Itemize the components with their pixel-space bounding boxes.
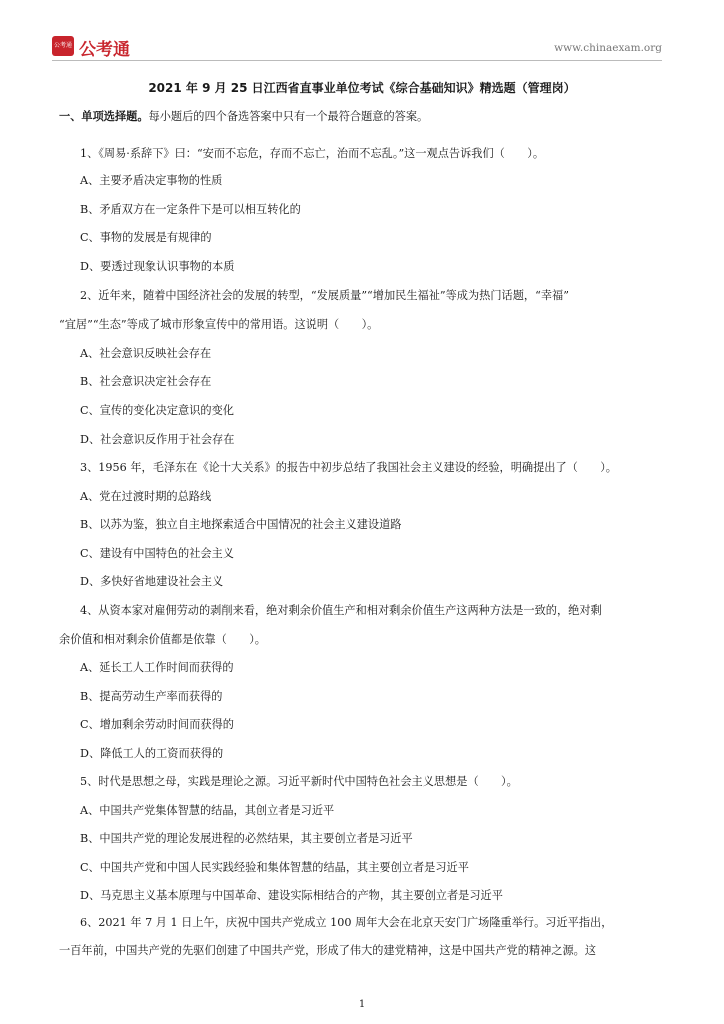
question-5-option-a: A、中国共产党集体智慧的结晶，其创立者是习近平 [80,804,335,817]
question-4-stem-line: 余价值和相对剩余价值都是依靠（ ）。 [59,633,266,646]
question-1-option-b: B、矛盾双方在一定条件下是可以相互转化的 [80,203,301,216]
page-header [52,36,662,58]
question-2-stem-line: “宜居”“生态”等成了城市形象宣传中的常用语。这说明（ ）。 [59,318,379,331]
question-5-option-d: D、马克思主义基本原理与中国革命、建设实际相结合的产物，其主要创立者是习近平 [80,889,503,902]
header-rule [52,60,662,61]
question-2-option-b: B、社会意识决定社会存在 [80,375,212,388]
question-4-option-a: A、延长工人工作时间而获得的 [80,661,234,674]
question-5-stem-line: 5、时代是思想之母，实践是理论之源。习近平新时代中国特色社会主义思想是（ ）。 [80,775,518,788]
question-4-option-c: C、增加剩余劳动时间而获得的 [80,718,234,731]
question-3-option-b: B、以苏为鉴，独立自主地探索适合中国情况的社会主义建设道路 [80,518,402,531]
section-instruction: 每小题后的四个备选答案中只有一个最符合题意的答案。 [148,110,429,123]
question-3-stem-line: 3、1956 年，毛泽东在《论十大关系》的报告中初步总结了我国社会主义建设的经验，明确提出了（ ）。 [80,461,617,474]
site-url: www.chinaexam.org [554,42,662,54]
question-1-option-d: D、要透过现象认识事物的本质 [80,260,235,273]
question-3-option-c: C、建设有中国特色的社会主义 [80,547,234,560]
question-6-stem-line: 6、2021 年 7 月 1 日上午，庆祝中国共产党成立 100 周年大会在北京天安门广场隆重举行。习近平指出， [80,916,613,929]
question-5-option-c: C、中国共产党和中国人民实践经验和集体智慧的结晶，其主要创立者是习近平 [80,861,469,874]
question-2-option-c: C、宣传的变化决定意识的变化 [80,404,234,417]
question-6-stem-line: 一百年前，中国共产党的先驱们创建了中国共产党，形成了伟大的建党精神，这是中国共产党的精神之源。这 [59,944,597,957]
question-1-stem-line: 1、《周易·系辞下》曰：“安而不忘危，存而不忘亡，治而不忘乱。”这一观点告诉我们（ ）。 [80,147,545,160]
logo-text: 公考通 [79,40,130,60]
question-4-stem-line: 4、从资本家对雇佣劳动的剥削来看，绝对剩余价值生产和相对剩余价值生产这两种方法是一致的，绝对剩 [80,604,602,617]
question-2-option-d: D、社会意识反作用于社会存在 [80,433,235,446]
section-heading-line [59,108,428,124]
question-3-option-a: A、党在过渡时期的总路线 [80,490,212,503]
question-4-option-d: D、降低工人的工资而获得的 [80,747,224,760]
question-2-option-a: A、社会意识反映社会存在 [80,347,212,360]
question-1-option-c: C、事物的发展是有规律的 [80,231,212,244]
question-2-stem-line: 2、近年来，随着中国经济社会的发展的转型，“发展质量”“增加民生福祉”等成为热门话题，“幸福” [80,289,569,302]
section-heading: 一、单项选择题。 [59,110,149,123]
document-title: 2021 年 9 月 25 日江西省直事业单位考试《综合基础知识》精选题（管理岗） [148,81,576,95]
question-1-option-a: A、主要矛盾决定事物的性质 [80,174,223,187]
page-number: 1 [358,999,366,1010]
question-5-option-b: B、中国共产党的理论发展进程的必然结果，其主要创立者是习近平 [80,832,413,845]
logo-icon: 公考通 [52,36,74,56]
question-3-option-d: D、多快好省地建设社会主义 [80,575,224,588]
question-4-option-b: B、提高劳动生产率而获得的 [80,690,223,703]
